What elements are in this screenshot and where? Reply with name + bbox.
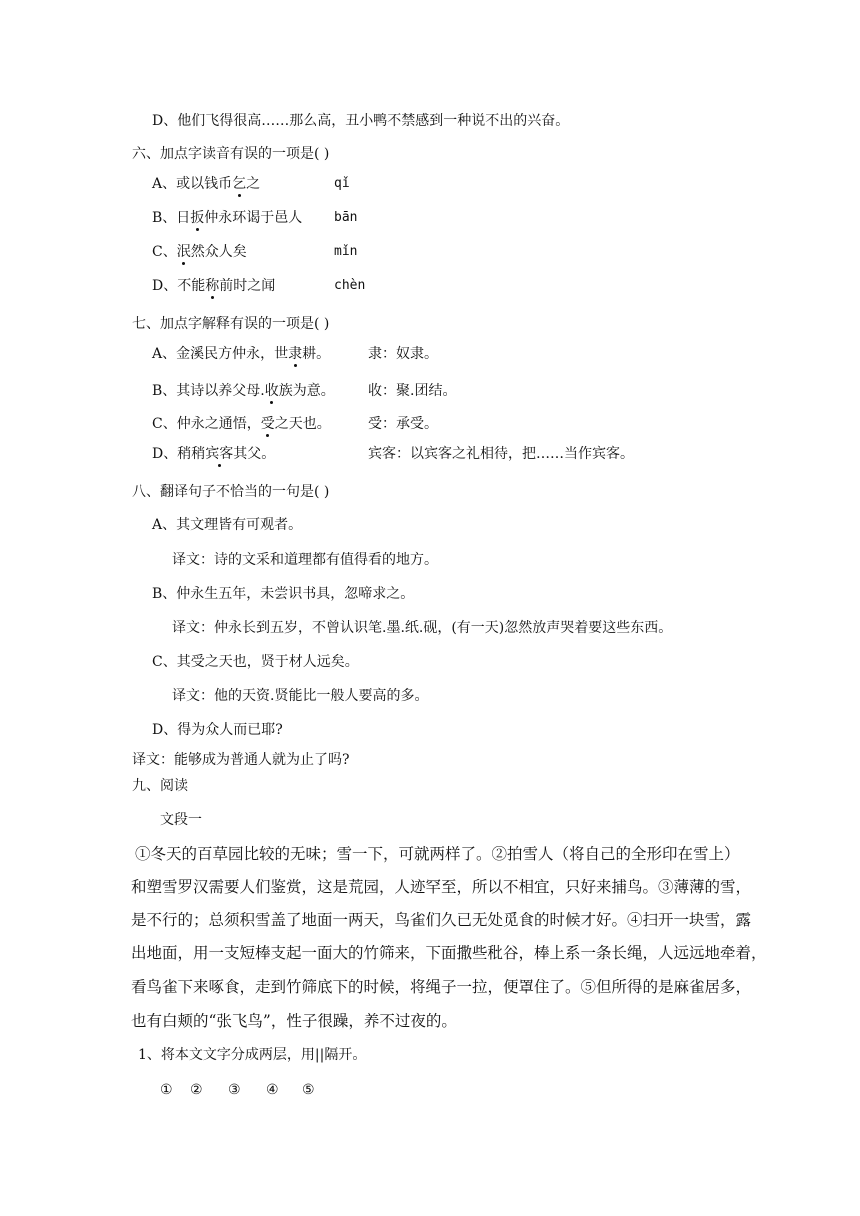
passage-line: 也有白颊的“张飞鸟”，性子很躁，养不过夜的。 [131, 1012, 457, 1030]
sentence-mark: ⑤ [302, 1082, 315, 1098]
dotted-char: 乞 [232, 176, 247, 192]
sentence-mark: ③ [228, 1082, 241, 1098]
question-6-option-a: A、或以钱币乞之 [152, 176, 261, 192]
question-7-option-b: B、其诗以养父母.收族为意。 [152, 383, 335, 399]
question-9-heading: 九、阅读 [132, 778, 188, 794]
question-6-pinyin-a: qǐ [334, 176, 350, 191]
question-8-option-c: C、其受之天也，贤于材人远矣。 [152, 654, 359, 670]
question-8-translation-c: 译文：他的天资.贤能比一般人要高的多。 [172, 688, 429, 704]
question-6-pinyin-d: chèn [334, 278, 366, 293]
question-8-option-a: A、其文理皆有可观者。 [152, 517, 303, 533]
passage-line: 和塑雪罗汉需要人们鉴赏，这是荒园，人迹罕至，所以不相宜，只好来捕鸟。③薄薄的雪， [131, 878, 752, 896]
dotted-char: 隶 [288, 346, 303, 362]
question-7-gloss-a: 隶：奴隶。 [368, 346, 438, 362]
question-8-option-d: D、得为众人而已耶? [152, 722, 283, 738]
passage-line: 出地面，用一支短棒支起一面大的竹筛来，下面撒些秕谷，棒上系一条长绳，人远远地牵着， [131, 944, 767, 962]
question-8-stem: 八、翻译句子不恰当的一句是( ) [132, 484, 330, 500]
dotted-char: 宾客 [205, 446, 234, 462]
question-8-option-b: B、仲永生五年，未尝识书具，忽啼求之。 [152, 586, 415, 602]
dotted-char: 泯 [176, 244, 191, 260]
sentence-mark: ④ [266, 1082, 279, 1098]
passage-line: ①冬天的百草园比较的无味；雪一下，可就两样了。②拍雪人（将自己的全形印在雪上） [135, 845, 740, 863]
question-8-translation-a: 译文：诗的文采和道理都有值得看的地方。 [172, 552, 438, 568]
question-5-option-d: D、他们飞得很高……那么高，丑小鸭不禁感到一种说不出的兴奋。 [152, 113, 570, 129]
question-6-option-c: C、泯然众人矣 [152, 244, 247, 260]
question-6-option-b: B、日扳仲永环谒于邑人 [152, 210, 303, 226]
passage-line: 是不行的；总须积雪盖了地面一两天，鸟雀们久已无处觅食的时候才好。④扫开一块雪，露 [131, 911, 752, 929]
question-7-gloss-c: 受：承受。 [368, 416, 438, 432]
question-7-gloss-b: 收：聚.团结。 [368, 383, 457, 399]
question-7-option-d: D、稍稍宾客其父。 [152, 446, 276, 462]
question-7-stem: 七、加点字解释有误的一项是( ) [132, 316, 330, 332]
dotted-char: 收 [264, 383, 279, 399]
passage-line: 看鸟雀下来啄食，走到竹筛底下的时候，将绳子一拉，便罩住了。⑤但所得的是麻雀居多， [131, 978, 752, 996]
sentence-mark: ② [190, 1082, 203, 1098]
question-8-translation-b: 译文：仲永长到五岁，不曾认识笔.墨.纸.砚，(有一天)忽然放声哭着要这些东西。 [172, 620, 673, 636]
dotted-char: 受 [260, 416, 275, 432]
dotted-char: 称 [205, 278, 220, 294]
question-6-pinyin-b: bān [334, 210, 358, 225]
dotted-char: 扳 [190, 210, 205, 226]
sub-question-1: 1、将本文文字分成两层，用||隔开。 [138, 1047, 367, 1063]
sentence-mark: ① [160, 1082, 173, 1098]
question-7-option-a: A、金溪民方仲永，世隶耕。 [152, 346, 331, 362]
passage-section-title: 文段一 [160, 812, 202, 828]
question-8-translation-d: 译文：能够成为普通人就为止了吗? [132, 752, 350, 768]
question-7-gloss-d: 宾客：以宾客之礼相待，把……当作宾客。 [368, 446, 634, 462]
question-6-pinyin-c: mǐn [334, 244, 358, 259]
question-6-stem: 六、加点字读音有误的一项是( ) [132, 146, 330, 162]
question-7-option-c: C、仲永之通悟，受之天也。 [152, 416, 331, 432]
question-6-option-d: D、不能称前时之闻 [152, 278, 276, 294]
